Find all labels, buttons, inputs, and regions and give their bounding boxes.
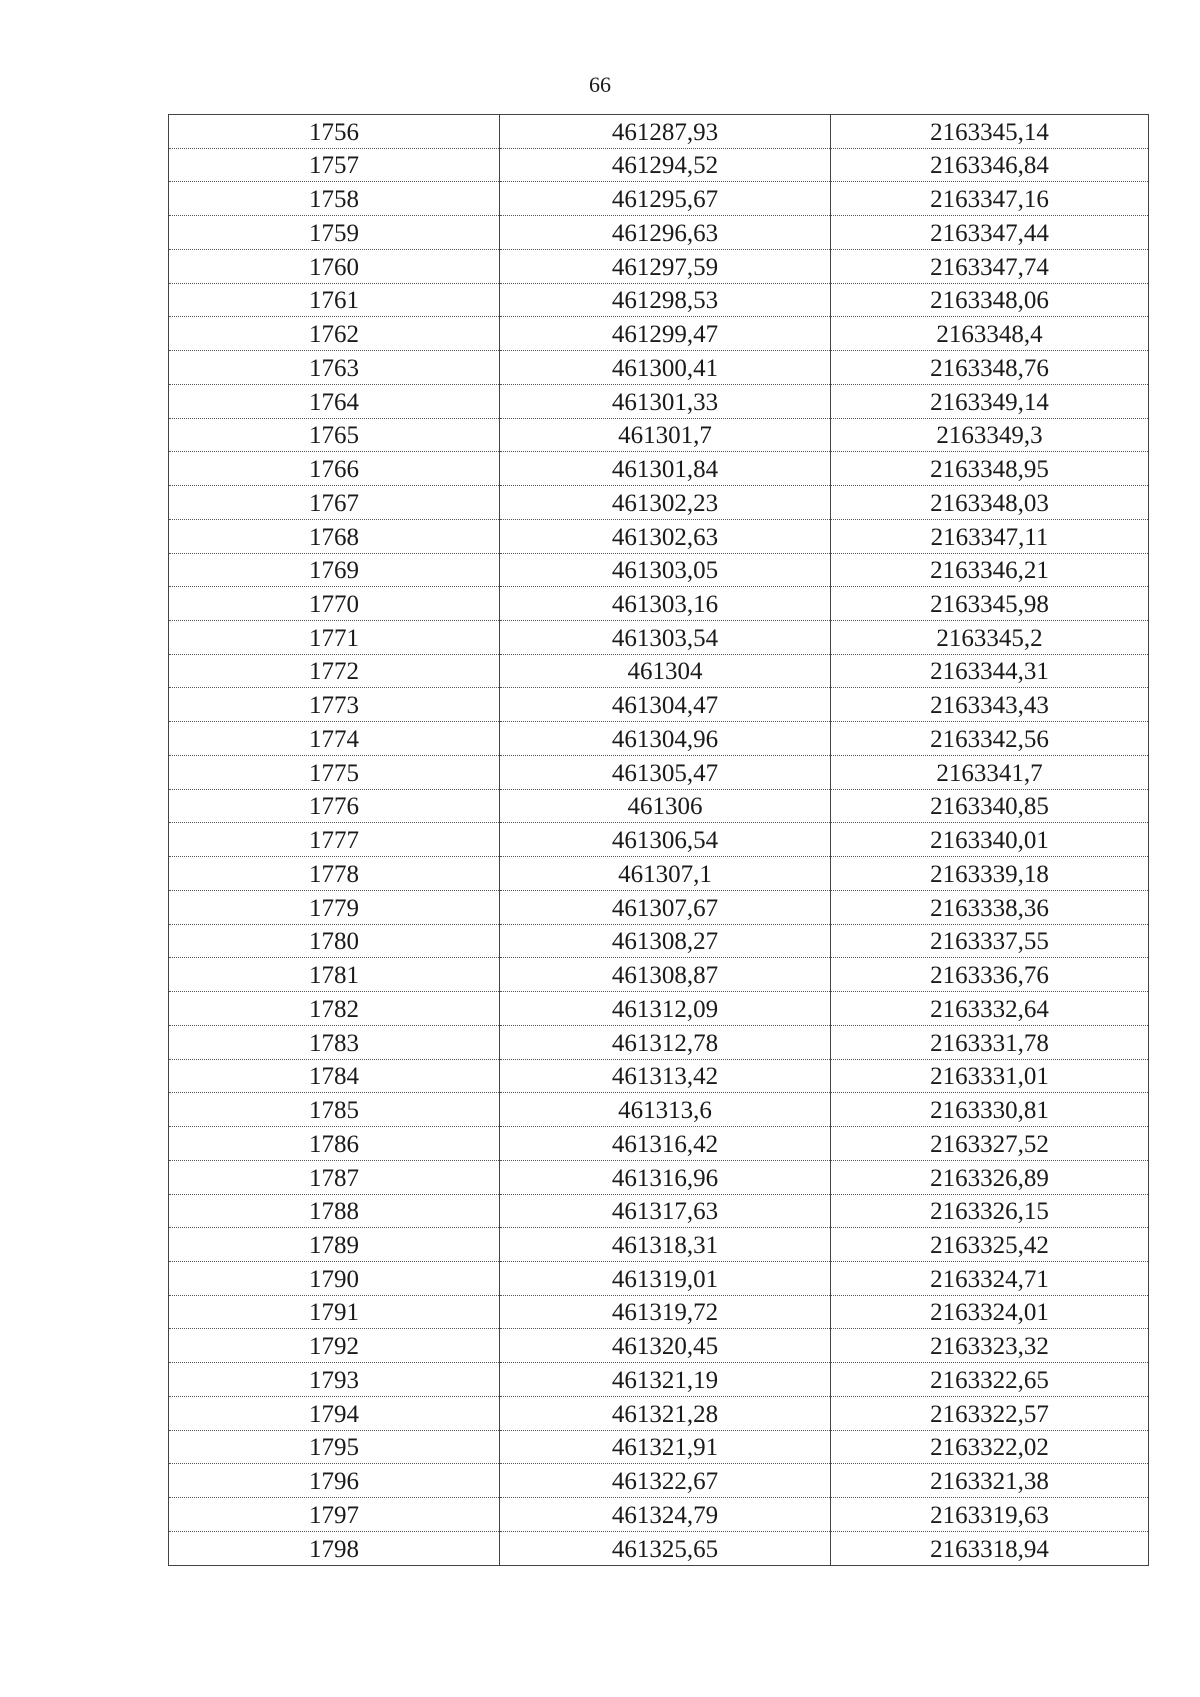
y-coordinate-cell: 2163343,43 (831, 688, 1149, 722)
x-coordinate-cell: 461302,23 (500, 486, 831, 520)
x-coordinate-cell: 461297,59 (500, 249, 831, 283)
point-number-cell: 1760 (169, 249, 500, 283)
point-number-cell: 1786 (169, 1127, 500, 1161)
point-number-cell: 1771 (169, 621, 500, 655)
point-number-cell: 1768 (169, 519, 500, 553)
y-coordinate-cell: 2163326,15 (831, 1194, 1149, 1228)
y-coordinate-cell: 2163347,44 (831, 216, 1149, 250)
point-number-cell: 1776 (169, 789, 500, 823)
table-row (169, 1363, 1149, 1397)
point-number-cell: 1780 (169, 924, 500, 958)
x-coordinate-cell: 461295,67 (500, 182, 831, 216)
point-number-cell: 1779 (169, 890, 500, 924)
table-row (169, 1396, 1149, 1430)
x-coordinate-cell: 461320,45 (500, 1329, 831, 1363)
table-row (169, 688, 1149, 722)
table-row (169, 216, 1149, 250)
x-coordinate-cell: 461322,67 (500, 1464, 831, 1498)
table-row (169, 1531, 1149, 1565)
point-number-cell: 1798 (169, 1531, 500, 1565)
y-coordinate-cell: 2163345,2 (831, 621, 1149, 655)
y-coordinate-cell: 2163321,38 (831, 1464, 1149, 1498)
y-coordinate-cell: 2163347,74 (831, 249, 1149, 283)
y-coordinate-cell: 2163331,01 (831, 1059, 1149, 1093)
point-number-cell: 1785 (169, 1093, 500, 1127)
table-row (169, 1329, 1149, 1363)
x-coordinate-cell: 461298,53 (500, 283, 831, 317)
x-coordinate-cell: 461321,19 (500, 1363, 831, 1397)
coordinates-table (168, 114, 1149, 1566)
point-number-cell: 1761 (169, 283, 500, 317)
table-row (169, 1430, 1149, 1464)
point-number-cell: 1791 (169, 1295, 500, 1329)
point-number-cell: 1794 (169, 1396, 500, 1430)
x-coordinate-cell: 461303,54 (500, 621, 831, 655)
x-coordinate-cell: 461302,63 (500, 519, 831, 553)
point-number-cell: 1797 (169, 1498, 500, 1532)
point-number-cell: 1795 (169, 1430, 500, 1464)
y-coordinate-cell: 2163347,16 (831, 182, 1149, 216)
x-coordinate-cell: 461299,47 (500, 317, 831, 351)
point-number-cell: 1764 (169, 384, 500, 418)
x-coordinate-cell: 461303,05 (500, 553, 831, 587)
y-coordinate-cell: 2163348,03 (831, 486, 1149, 520)
point-number-cell: 1787 (169, 1160, 500, 1194)
y-coordinate-cell: 2163340,01 (831, 823, 1149, 857)
point-number-cell: 1763 (169, 351, 500, 385)
y-coordinate-cell: 2163332,64 (831, 992, 1149, 1026)
table-row (169, 519, 1149, 553)
y-coordinate-cell: 2163322,02 (831, 1430, 1149, 1464)
table-row (169, 1498, 1149, 1532)
y-coordinate-cell: 2163346,21 (831, 553, 1149, 587)
y-coordinate-cell: 2163324,01 (831, 1295, 1149, 1329)
table-row (169, 823, 1149, 857)
table-row (169, 587, 1149, 621)
x-coordinate-cell: 461313,42 (500, 1059, 831, 1093)
y-coordinate-cell: 2163349,3 (831, 418, 1149, 452)
table-row (169, 992, 1149, 1026)
y-coordinate-cell: 2163347,11 (831, 519, 1149, 553)
y-coordinate-cell: 2163337,55 (831, 924, 1149, 958)
point-number-cell: 1758 (169, 182, 500, 216)
x-coordinate-cell: 461316,42 (500, 1127, 831, 1161)
y-coordinate-cell: 2163323,32 (831, 1329, 1149, 1363)
point-number-cell: 1772 (169, 654, 500, 688)
x-coordinate-cell: 461306,54 (500, 823, 831, 857)
y-coordinate-cell: 2163341,7 (831, 755, 1149, 789)
point-number-cell: 1781 (169, 958, 500, 992)
x-coordinate-cell: 461317,63 (500, 1194, 831, 1228)
x-coordinate-cell: 461305,47 (500, 755, 831, 789)
y-coordinate-cell: 2163338,36 (831, 890, 1149, 924)
table-row (169, 654, 1149, 688)
point-number-cell: 1773 (169, 688, 500, 722)
x-coordinate-cell: 461312,78 (500, 1025, 831, 1059)
x-coordinate-cell: 461319,01 (500, 1261, 831, 1295)
point-number-cell: 1769 (169, 553, 500, 587)
x-coordinate-cell: 461306 (500, 789, 831, 823)
x-coordinate-cell: 461318,31 (500, 1228, 831, 1262)
point-number-cell: 1777 (169, 823, 500, 857)
table-row (169, 249, 1149, 283)
point-number-cell: 1757 (169, 148, 500, 182)
page-number: 66 (589, 72, 611, 97)
table-row (169, 789, 1149, 823)
y-coordinate-cell: 2163325,42 (831, 1228, 1149, 1262)
y-coordinate-cell: 2163349,14 (831, 384, 1149, 418)
table-row (169, 1025, 1149, 1059)
table-row (169, 283, 1149, 317)
x-coordinate-cell: 461304,47 (500, 688, 831, 722)
point-number-cell: 1793 (169, 1363, 500, 1397)
y-coordinate-cell: 2163345,98 (831, 587, 1149, 621)
table-row (169, 1295, 1149, 1329)
y-coordinate-cell: 2163345,14 (831, 115, 1149, 149)
y-coordinate-cell: 2163322,57 (831, 1396, 1149, 1430)
x-coordinate-cell: 461325,65 (500, 1531, 831, 1565)
x-coordinate-cell: 461307,1 (500, 857, 831, 891)
coordinates-table-body (169, 115, 1149, 1566)
table-row (169, 553, 1149, 587)
point-number-cell: 1788 (169, 1194, 500, 1228)
y-coordinate-cell: 2163339,18 (831, 857, 1149, 891)
y-coordinate-cell: 2163330,81 (831, 1093, 1149, 1127)
point-number-cell: 1765 (169, 418, 500, 452)
y-coordinate-cell: 2163348,4 (831, 317, 1149, 351)
table-row (169, 115, 1149, 149)
x-coordinate-cell: 461294,52 (500, 148, 831, 182)
table-row (169, 418, 1149, 452)
x-coordinate-cell: 461312,09 (500, 992, 831, 1026)
point-number-cell: 1756 (169, 115, 500, 149)
y-coordinate-cell: 2163348,76 (831, 351, 1149, 385)
point-number-cell: 1774 (169, 722, 500, 756)
table-row (169, 924, 1149, 958)
point-number-cell: 1766 (169, 452, 500, 486)
y-coordinate-cell: 2163322,65 (831, 1363, 1149, 1397)
table-row (169, 486, 1149, 520)
y-coordinate-cell: 2163326,89 (831, 1160, 1149, 1194)
x-coordinate-cell: 461301,33 (500, 384, 831, 418)
y-coordinate-cell: 2163346,84 (831, 148, 1149, 182)
y-coordinate-cell: 2163336,76 (831, 958, 1149, 992)
table-row (169, 1228, 1149, 1262)
table-row (169, 148, 1149, 182)
table-row (169, 958, 1149, 992)
table-row (169, 384, 1149, 418)
table-row (169, 182, 1149, 216)
point-number-cell: 1796 (169, 1464, 500, 1498)
x-coordinate-cell: 461296,63 (500, 216, 831, 250)
point-number-cell: 1778 (169, 857, 500, 891)
table-row (169, 351, 1149, 385)
x-coordinate-cell: 461308,87 (500, 958, 831, 992)
table-row (169, 1127, 1149, 1161)
point-number-cell: 1790 (169, 1261, 500, 1295)
table-row (169, 722, 1149, 756)
x-coordinate-cell: 461300,41 (500, 351, 831, 385)
table-row (169, 452, 1149, 486)
point-number-cell: 1767 (169, 486, 500, 520)
point-number-cell: 1759 (169, 216, 500, 250)
table-row (169, 621, 1149, 655)
table-row (169, 890, 1149, 924)
table-row (169, 1464, 1149, 1498)
table-row (169, 1160, 1149, 1194)
point-number-cell: 1775 (169, 755, 500, 789)
y-coordinate-cell: 2163318,94 (831, 1531, 1149, 1565)
table-row (169, 755, 1149, 789)
table-row (169, 857, 1149, 891)
x-coordinate-cell: 461316,96 (500, 1160, 831, 1194)
x-coordinate-cell: 461319,72 (500, 1295, 831, 1329)
y-coordinate-cell: 2163348,95 (831, 452, 1149, 486)
point-number-cell: 1782 (169, 992, 500, 1026)
y-coordinate-cell: 2163331,78 (831, 1025, 1149, 1059)
point-number-cell: 1783 (169, 1025, 500, 1059)
x-coordinate-cell: 461321,91 (500, 1430, 831, 1464)
x-coordinate-cell: 461321,28 (500, 1396, 831, 1430)
x-coordinate-cell: 461287,93 (500, 115, 831, 149)
y-coordinate-cell: 2163344,31 (831, 654, 1149, 688)
y-coordinate-cell: 2163319,63 (831, 1498, 1149, 1532)
x-coordinate-cell: 461308,27 (500, 924, 831, 958)
y-coordinate-cell: 2163348,06 (831, 283, 1149, 317)
y-coordinate-cell: 2163340,85 (831, 789, 1149, 823)
y-coordinate-cell: 2163327,52 (831, 1127, 1149, 1161)
x-coordinate-cell: 461301,84 (500, 452, 831, 486)
x-coordinate-cell: 461304 (500, 654, 831, 688)
point-number-cell: 1789 (169, 1228, 500, 1262)
x-coordinate-cell: 461304,96 (500, 722, 831, 756)
table-row (169, 317, 1149, 351)
table-row (169, 1093, 1149, 1127)
x-coordinate-cell: 461324,79 (500, 1498, 831, 1532)
table-row (169, 1261, 1149, 1295)
point-number-cell: 1784 (169, 1059, 500, 1093)
table-row (169, 1194, 1149, 1228)
x-coordinate-cell: 461303,16 (500, 587, 831, 621)
point-number-cell: 1762 (169, 317, 500, 351)
point-number-cell: 1792 (169, 1329, 500, 1363)
point-number-cell: 1770 (169, 587, 500, 621)
y-coordinate-cell: 2163324,71 (831, 1261, 1149, 1295)
x-coordinate-cell: 461313,6 (500, 1093, 831, 1127)
table-row (169, 1059, 1149, 1093)
y-coordinate-cell: 2163342,56 (831, 722, 1149, 756)
x-coordinate-cell: 461301,7 (500, 418, 831, 452)
x-coordinate-cell: 461307,67 (500, 890, 831, 924)
